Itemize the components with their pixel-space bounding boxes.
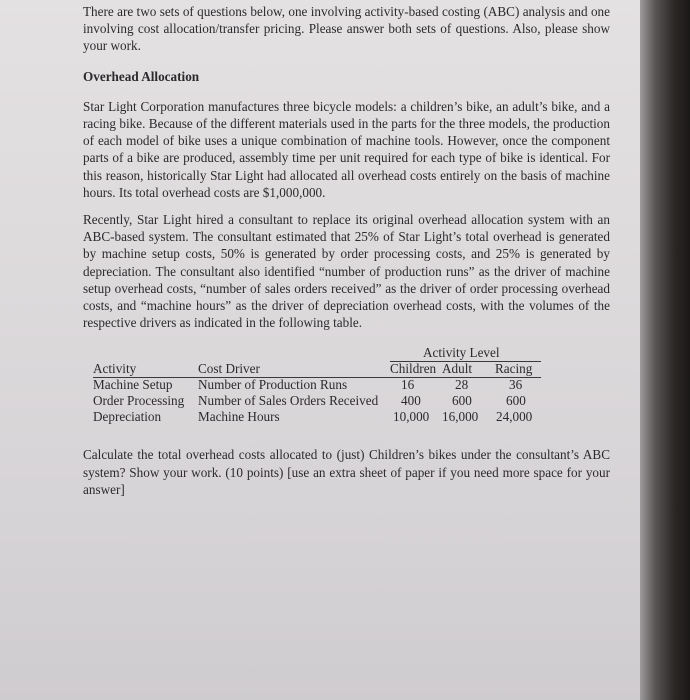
- table-row-3-activity: Depreciation: [93, 409, 162, 425]
- activity-table: [93, 345, 553, 425]
- header-cost-driver: Cost Driver: [198, 361, 260, 377]
- intro-paragraph: There are two sets of questions below, one involving activity-based costing (ABC) analysis and one involving cost allocation/transfer pricing. Please answer both sets of questions. Also, please show your work.: [83, 4, 610, 54]
- table-row-3-driver: Machine Hours: [198, 409, 280, 425]
- question-paragraph: Calculate the total overhead costs allocated to (just) Children’s bikes under the consultant’s ABC system? Show your work. (10 points) [use an extra sheet of paper if you need more space for your answer]: [83, 447, 610, 497]
- paragraph-2: Recently, Star Light hired a consultant to replace its original overhead allocation system with an ABC-based system. The consultant estimated that 25% of Star Light’s total overhead is generated by machine setup costs, 50% is generated by order processing costs, and 25% is generated by depreciation. The consultant also identified “number of production runs” as the driver of machine setup overhead costs, “number of sales orders received” as the driver of order processing overhead costs, and “machine hours” as the driver of depreciation overhead costs, with the volumes of the respective drivers as indicated in the following table.: [83, 212, 610, 331]
- header-activity: Activity: [93, 361, 137, 377]
- table-row-2-children: 400: [401, 393, 421, 409]
- table-row-3-racing: 24,000: [496, 409, 533, 425]
- table-row-2-adult: 600: [452, 393, 472, 409]
- paper-edge-shadow: [640, 0, 690, 700]
- table-row-1-racing: 36: [509, 377, 523, 393]
- table-row-1-adult: 28: [455, 377, 469, 393]
- table-row-2-activity: Order Processing: [93, 393, 185, 409]
- paragraph-1: Star Light Corporation manufactures three bicycle models: a children’s bike, an adult’s bike, and a racing bike. Because of the different materials used in the parts for the three models, the production of each model of bike uses a unique combination of machine tools. However, once the component parts of a bike are produced, assembly time per unit required for each type of bike is identical. For this reason, historically Star Light had allocated all overhead costs entirely on the basis of machine hours. Its total overhead costs are $1,000,000.: [83, 98, 610, 200]
- header-adult: Adult: [442, 361, 473, 377]
- table-row-1-children: 16: [401, 377, 415, 393]
- section-title: Overhead Allocation: [83, 68, 200, 84]
- table-row-3-adult: 16,000: [442, 409, 479, 425]
- table-row-3-children: 10,000: [393, 409, 430, 425]
- document-content: [83, 3, 610, 498]
- table-row-2-racing: 600: [506, 393, 526, 409]
- table-row-1-driver: Number of Production Runs: [198, 377, 348, 393]
- table-row-2-driver: Number of Sales Orders Received: [198, 393, 379, 409]
- activity-level-header: Activity Level: [423, 345, 500, 361]
- header-racing: Racing: [495, 361, 533, 377]
- table-row-1-activity: Machine Setup: [93, 377, 173, 393]
- header-children: Children: [390, 361, 437, 377]
